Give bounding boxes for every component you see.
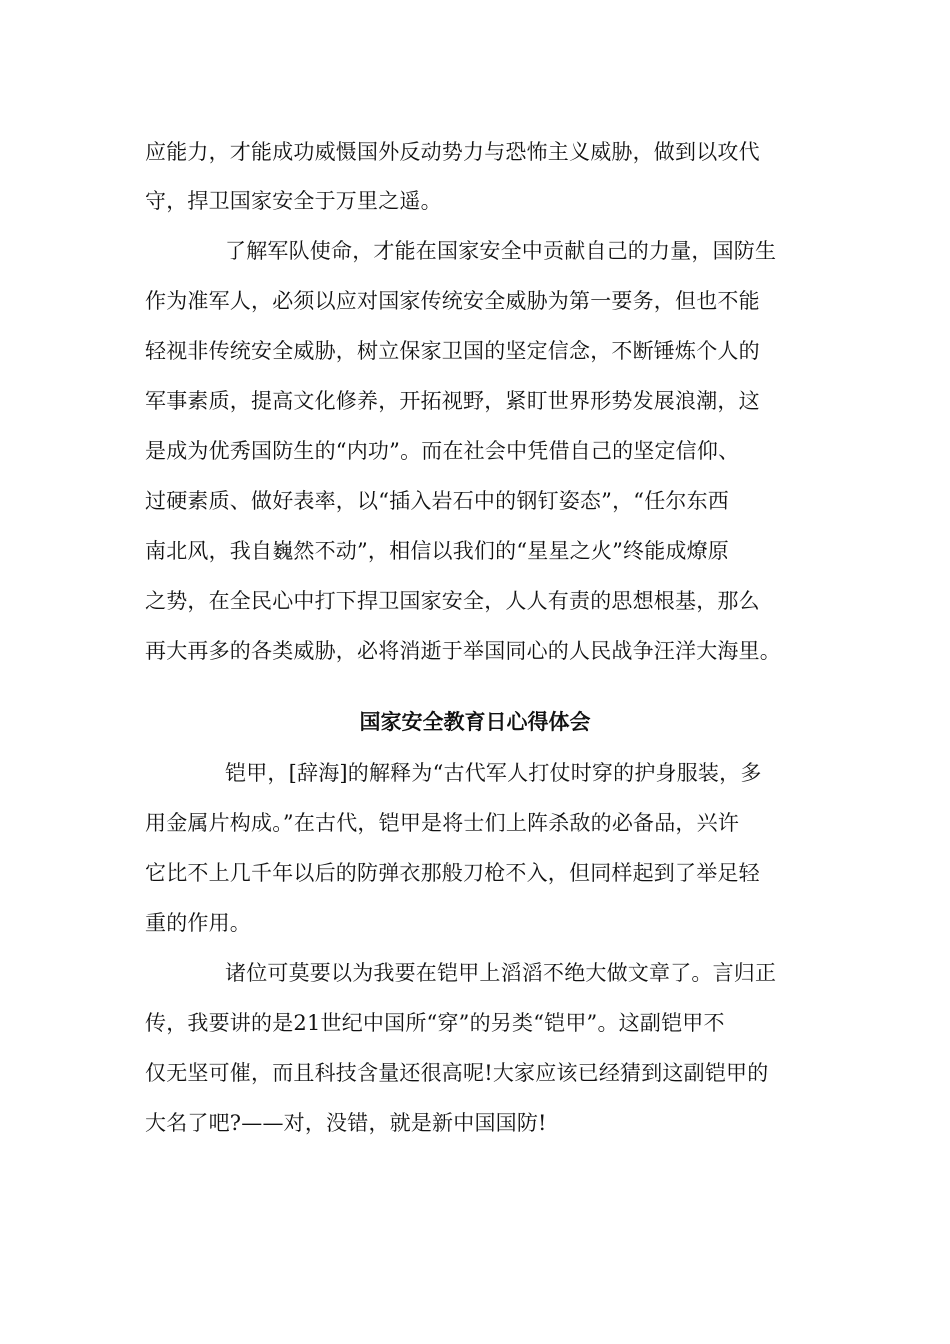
paragraph-3-line-4: 重的作用。 xyxy=(145,911,251,935)
paragraph-2-line-7: 南北风，我自巍然不动”，相信以我们的“星星之火”终能成燎原 xyxy=(145,539,730,563)
paragraph-4-line-3: 仅无坚可催，而且科技含量还很高呢!大家应该已经猜到这副铠甲的 xyxy=(145,1061,769,1085)
paragraph-2-line-4: 军事素质，提高文化修养，开拓视野，紧盯世界形势发展浪潮，这 xyxy=(145,389,760,413)
paragraph-4-line-1: 诸位可莫要以为我要在铠甲上滔滔不绝大做文章了。言归正 xyxy=(225,961,777,985)
paragraph-2-line-8: 之势，在全民心中打下捍卫国家安全，人人有责的思想根基，那么 xyxy=(145,589,760,613)
paragraph-1-line-1: 应能力，才能成功威慑国外反动势力与恐怖主义威胁，做到以攻代 xyxy=(145,140,760,164)
paragraph-3-line-1: 铠甲，[辞海]的解释为“古代军人打仗时穿的护身服装，多 xyxy=(225,761,762,785)
paragraph-2-line-3: 轻视非传统安全威胁，树立保家卫国的坚定信念，不断锤炼个人的 xyxy=(145,339,760,363)
paragraph-3-line-2: 用金属片构成。”在古代，铠甲是将士们上阵杀敌的必备品，兴许 xyxy=(145,811,740,835)
paragraph-2-line-2: 作为准军人，必须以应对国家传统安全威胁为第一要务，但也不能 xyxy=(145,289,760,313)
paragraph-4-line-2: 传，我要讲的是21世纪中国所“穿”的另类“铠甲”。这副铠甲不 xyxy=(145,1011,725,1035)
paragraph-3-line-3: 它比不上几千年以后的防弹衣那般刀枪不入，但同样起到了举足轻 xyxy=(145,861,760,885)
paragraph-2-line-5: 是成为优秀国防生的“内功”。而在社会中凭借自己的坚定信仰、 xyxy=(145,439,740,463)
paragraph-1-line-2: 守，捍卫国家安全于万里之遥。 xyxy=(145,189,442,213)
paragraph-2-line-9: 再大再多的各类威胁，必将消逝于举国同心的人民战争汪洋大海里。 xyxy=(145,639,781,663)
paragraph-4-line-4: 大名了吧?——对，没错，就是新中国国防! xyxy=(145,1111,547,1135)
paragraph-2-line-6: 过硬素质、做好表率，以“插入岩石中的钢钉姿态”，“任尔东西 xyxy=(145,489,730,513)
section-heading: 国家安全教育日心得体会 xyxy=(359,709,591,734)
paragraph-2-line-1: 了解军队使命，才能在国家安全中贡献自己的力量，国防生 xyxy=(225,239,777,263)
